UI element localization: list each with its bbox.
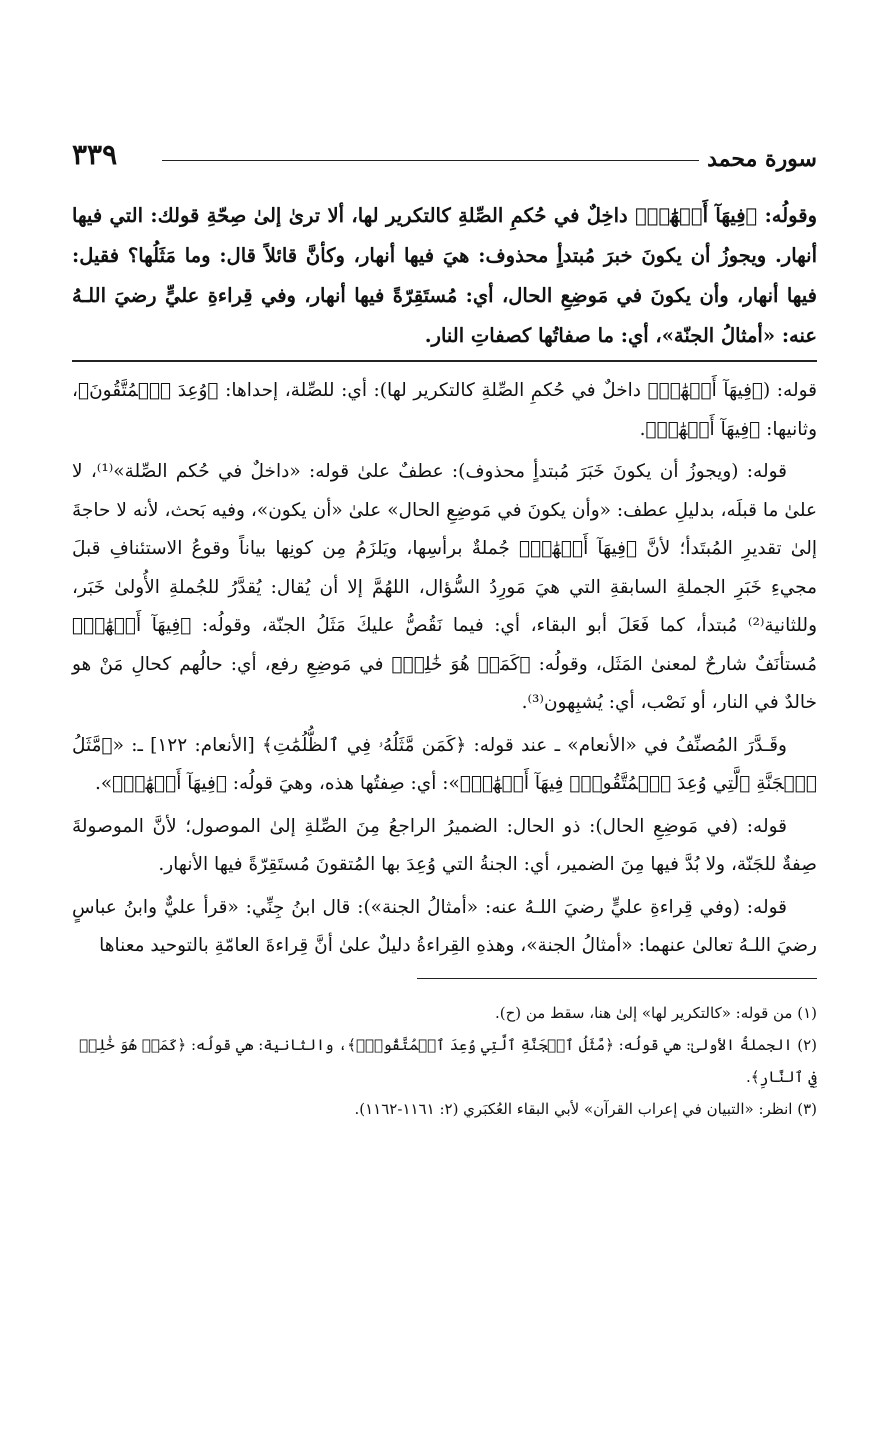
- footnote: (٢) الجملةُ الأولىٰ: هي قولُه: ﴿مَّثَلُ ٱلۡجَنَّةِ ٱلَّتِي وُعِدَ ٱلۡمُتَّقُونَۖ﴾، والثانية: هي قولُه: ﴿كَمَنۡ هُوَ خَٰلِدٞ فِي ٱلنَّارِ﴾.: [79, 1035, 817, 1086]
- commentary-paragraph: قوله: (في مَوضِعِ الحال): ذو الحال: الضميرُ الراجعُ مِنَ الصِّلةِ إلىٰ الموصول؛ لأنَّ الموصولةَ صِفةٌ للجَنّة، ولا بُدَّ فيها مِنَ الضمير، أي: الجنةُ التي وُعِدَ بها المُتقونَ مُستَقِرّةً فيها الأنهار.: [72, 815, 817, 875]
- header-rule: [162, 160, 699, 161]
- text-separator: [72, 360, 817, 362]
- page: [72, 138, 817, 1125]
- page-header: [72, 138, 817, 172]
- commentary-paragraph: قوله: (﴿فِيهَآ أَنۡهَٰرٞ﴾ داخلٌ في حُكمِ الصِّلةِ كالتكرير لها): أي: للصِّلة، إحداها: ﴿وُعِدَ ٱلۡمُتَّقُونَ﴾، وثانيها: ﴿فِيهَآ أَنۡهَٰرٞ﴾.: [72, 380, 817, 440]
- commentary-paragraph: قوله: (وفي قِراءةِ عليٍّ رضيَ اللـهُ عنه: «أمثالُ الجنة»): قال ابنُ جِنِّي: «قرأ عليٌّ وابنُ عباسٍ رضيَ اللـهُ تعالىٰ عنهما: «أمثالُ الجنة»، وهذهِ القِراءةُ دليلٌ علىٰ أنَّ قِراءةَ العامّةِ بالتوحيد معناها: [72, 896, 817, 956]
- main-text: [72, 196, 817, 356]
- footnote-separator: [417, 978, 817, 979]
- commentary-paragraph: وقَـدَّرَ المُصنِّفُ في «الأنعام» ـ عند قوله: ﴿كَمَن مَّثَلُهُۥ فِي ٱلظُّلُمَٰتِ﴾ [الأنعام: ١٢٢] ـ: «﴿مَّثَلُ ٱلۡجَنَّةِ ٱلَّتِي وُعِدَ ٱلۡمُتَّقُونَۖ فِيهَآ أَنۡهَٰرٞ﴾»: أي: صِفتُها هذه، وهيَ قولُه: ﴿فِيهَآ أَنۡهَٰرٞ﴾».: [72, 734, 817, 794]
- commentary-paragraph: قوله: (ويجوزُ أن يكونَ خَبَرَ مُبتدأٍ محذوف): عطفٌ علىٰ قوله: «داخلٌ في حُكم الصِّلة»⁽¹⁾، لا علىٰ ما قبلَه، بدليلِ عطف: «وأن يكونَ في مَوضِعِ الحال» علىٰ «أن يكون»، وفيه بَحث، لأنه لا حاجةَ إلىٰ تقديرِ المُبتَدأ؛ لأنَّ ﴿فِيهَآ أَنۡهَٰرٞ﴾ جُملةٌ برأسِها، ويَلزَمُ مِن كونِها بياناً وقوعُ الاستئنافِ قبلَ مجيءِ خَبَرِ الجملةِ السابقةِ التي هيَ مَورِدُ السُّؤال، اللهُمَّ إلا أن يُقال: يُقدَّرُ للجُملةِ الأُولىٰ خَبَر، وللثانية⁽²⁾ مُبتدأ، كما فَعَلَ أبو البقاء، أي: فيما نَقُصُّ عليكَ مَثَلُ الجنّة، وقولُه: ﴿فِيهَآ أَنۡهَٰرٞ﴾ مُستأنَفٌ شارحٌ لمعنىٰ المَثَل، وقولُه: ﴿كَمَنۡ هُوَ خَٰلِدٞ﴾ في مَوضِعِ رفع، أي: حالُهم كحالِ مَنْ هو خالدٌ في النار، أو نَصْب، أي: يُشبِهون⁽³⁾.: [72, 461, 817, 713]
- page-number: ٣٣٩: [72, 138, 118, 171]
- main-text-paragraph: وقولُه: ﴿فِيهَآ أَنۡهَٰرٞ﴾ داخِلٌ في حُكمِ الصِّلةِ كالتكرير لها، ألا ترىٰ إلىٰ صِحّةِ قولك: التي فيها أنهار. ويجوزُ أن يكونَ خبرَ مُبتدأٍ محذوف: هيَ فيها أنهار، وكأنَّ قائلاً قال: وما مَثَلُها؟ فقيل: فيها أنهار، وأن يكونَ في مَوضِعِ الحال، أي: مُستَقِرّةً فيها أنهار، وفي قِراءةِ عليٍّ رضيَ اللـهُ عنه: «أمثالُ الجنّة»، أي: ما صفاتُها كصفاتِ النار.: [72, 204, 817, 347]
- footnote: (٣) انظر: «التبيان في إعراب القرآن» لأبي البقاء العُكبَري (٢: ١١٦١-١١٦٢).: [354, 1099, 817, 1118]
- commentary: [72, 372, 817, 966]
- footnote: (١) من قوله: «كالتكرير لها» إلىٰ هنا، سقط من (ح).: [494, 1003, 817, 1022]
- footnotes: [72, 997, 817, 1125]
- surah-title: سورة محمد: [707, 146, 817, 172]
